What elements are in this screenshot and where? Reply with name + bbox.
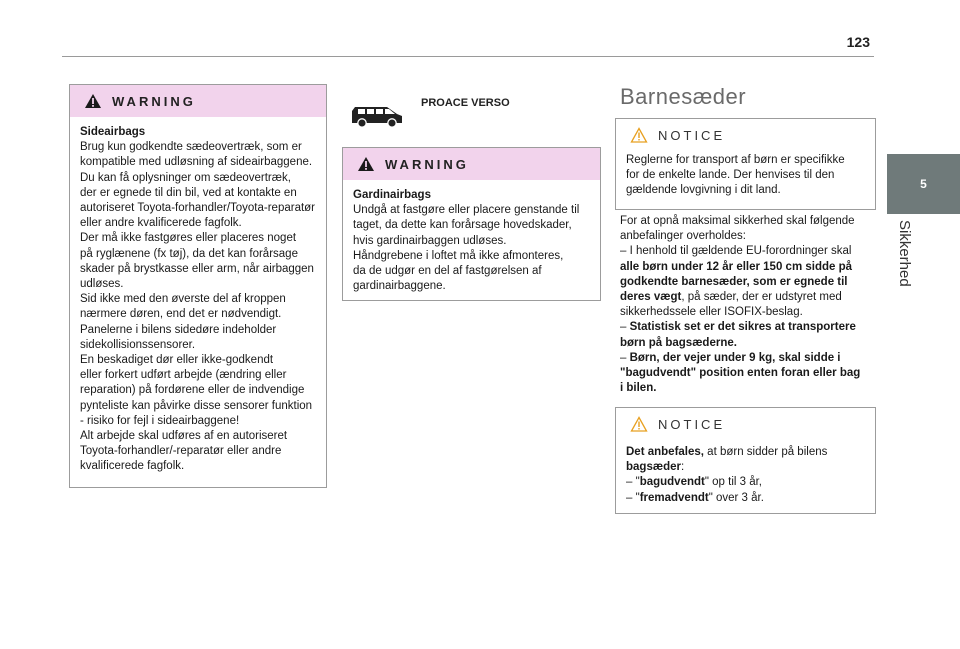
notice-text: at børn sidder på bilens	[703, 446, 828, 458]
chapter-tab	[887, 154, 960, 214]
body-line: Du kan få oplysninger om sædeovertræk,	[80, 171, 291, 184]
notice-body	[616, 440, 875, 516]
body-line: skader på brystkasse eller arm, når airbaggen	[80, 262, 314, 275]
notice-heading: NOTICE	[658, 416, 726, 432]
notice-text: " op til 3 år,	[704, 476, 762, 489]
notice-box-recommendation	[615, 407, 876, 514]
body-line: der er egnede til din bil, ved at kontakte en	[80, 186, 297, 199]
warning-triangle-icon	[357, 156, 375, 172]
body-line: Sid ikke med den øverste del af kroppen	[80, 293, 286, 306]
body-line: Der må ikke fastgøres eller placeres noget	[80, 232, 297, 245]
bullet-rear-seats-bold: børn på bagsæderne.	[620, 336, 737, 349]
body-line: Brug kun godkendte sædeovertræk, som er	[80, 141, 302, 154]
body-line: Reglerne for transport af børn er specifikke	[626, 154, 845, 166]
notice-text: " over 3 år.	[708, 491, 764, 504]
bullet-under-9kg-bold: "bagudvendt" position enten foran eller bag	[620, 367, 861, 380]
notice-text: :	[680, 461, 685, 474]
intro-line: anbefalinger overholdes:	[620, 230, 746, 243]
notice-text: – "	[626, 476, 640, 489]
bullet-eu-rule-text: , på sæder, der er udstyret med	[681, 291, 842, 304]
body-line: taget, da dette kan forårsage hovedskader,	[353, 219, 572, 232]
body-line: kompatible med udløsning af sideairbaggene.	[80, 156, 313, 169]
notice-text: – "	[626, 491, 640, 504]
notice-heading: NOTICE	[658, 127, 726, 143]
bullet-eu-rule: – I henhold til gældende EU-forordninger skal	[620, 245, 852, 258]
body-line: Alt arbejde skal udføres af en autoriseret	[80, 430, 288, 443]
warning-title: Gardinairbags	[353, 189, 431, 201]
notice-bold: Det anbefales,	[626, 446, 704, 458]
bullet-under-9kg-bold: Børn, der vejer under 9 kg, skal sidde i	[629, 351, 841, 364]
body-line: kvalificerede fagfolk.	[80, 460, 185, 473]
van-model-label: PROACE VERSO	[421, 97, 510, 109]
body-line: Håndgrebene i loftet må ikke afmonteres,	[353, 249, 564, 262]
body-line: nærmere døren, end det er nødvendigt.	[80, 308, 282, 321]
notice-box-rules	[615, 118, 876, 210]
notice-bold: fremadvendt	[639, 491, 709, 504]
warning-box-gardinairbags	[342, 147, 601, 301]
body-line: pynteliste kan påvirke disse sensorer funktion	[80, 399, 313, 412]
bullet-eu-rule-bold: deres vægt	[620, 291, 682, 304]
body-line: Undgå at fastgøre eller placere genstande til	[353, 204, 580, 217]
warning-header	[70, 85, 326, 117]
chapter-title: Sikkerhed	[896, 220, 913, 287]
notice-triangle-icon	[630, 127, 648, 143]
notice-header	[616, 408, 875, 440]
body-line: Toyota-forhandler/-reparatør eller andre	[80, 445, 282, 458]
body-line: - risiko for fejl i sideairbaggene!	[80, 414, 240, 427]
body-line: gældende lovgivning i dit land.	[626, 184, 781, 197]
body-line: hvis gardinairbaggen udløses.	[353, 234, 507, 247]
body-line: for de enkelte lande. Der henvises til den	[626, 169, 835, 182]
body-line: Panelerne i bilens sidedøre indeholder	[80, 323, 277, 336]
body-line: eller forkert udført arbejde (ændring eller	[80, 369, 287, 382]
chapter-title-vertical	[893, 220, 915, 290]
bullet-dash: –	[620, 351, 630, 364]
van-icon	[349, 101, 405, 129]
bullet-dash: –	[620, 321, 630, 334]
warning-heading: WARNING	[385, 156, 469, 172]
notice-triangle-icon	[630, 416, 648, 432]
bullet-eu-rule-text: sikkerhedssele eller ISOFIX-beslag.	[620, 306, 803, 319]
notice-bold: bagudvendt	[639, 476, 705, 489]
body-line: eller andre kvalificerede fagfolk.	[80, 217, 242, 230]
page-number: 123	[846, 34, 870, 50]
child-seat-recommendations	[620, 214, 874, 396]
notice-body	[616, 151, 875, 209]
body-line: reparation) på fordørene eller de indvendige	[80, 384, 305, 397]
body-line: da de udgør en del af fastgørelsen af	[353, 265, 542, 278]
warning-heading: WARNING	[112, 93, 196, 109]
warning-triangle-icon	[84, 93, 102, 109]
warning-header	[343, 148, 600, 180]
body-line: sidekollisionssensorer.	[80, 338, 196, 351]
body-line: på ryglænene (fx tøj), da det kan forårsage	[80, 247, 298, 260]
header-rule	[62, 56, 874, 57]
bullet-eu-rule-bold: alle børn under 12 år eller 150 cm sidde på	[620, 260, 853, 273]
warning-box-sideairbags	[69, 84, 327, 488]
notice-header	[616, 119, 875, 151]
warning-body	[343, 180, 600, 304]
bullet-rear-seats-bold: Statistisk set er det sikres at transportere	[629, 321, 856, 334]
bullet-eu-rule-bold: godkendte barnesæder, som er egnede til	[620, 275, 848, 288]
intro-line: For at opnå maksimal sikkerhed skal følgende	[620, 215, 855, 227]
body-line: udløses.	[80, 278, 124, 291]
warning-body	[70, 117, 326, 485]
notice-bold: bagsæder	[626, 461, 681, 474]
body-line: En beskadiget dør eller ikke-godkendt	[80, 354, 274, 367]
body-line: autoriseret Toyota-forhandler/Toyota-reparatør	[80, 202, 316, 215]
warning-title: Sideairbags	[80, 126, 146, 138]
chapter-number: 5	[920, 177, 927, 191]
body-line: gardinairbaggene.	[353, 280, 446, 293]
bullet-under-9kg-bold: i bilen.	[620, 382, 657, 395]
section-title: Barnesæder	[620, 84, 747, 109]
